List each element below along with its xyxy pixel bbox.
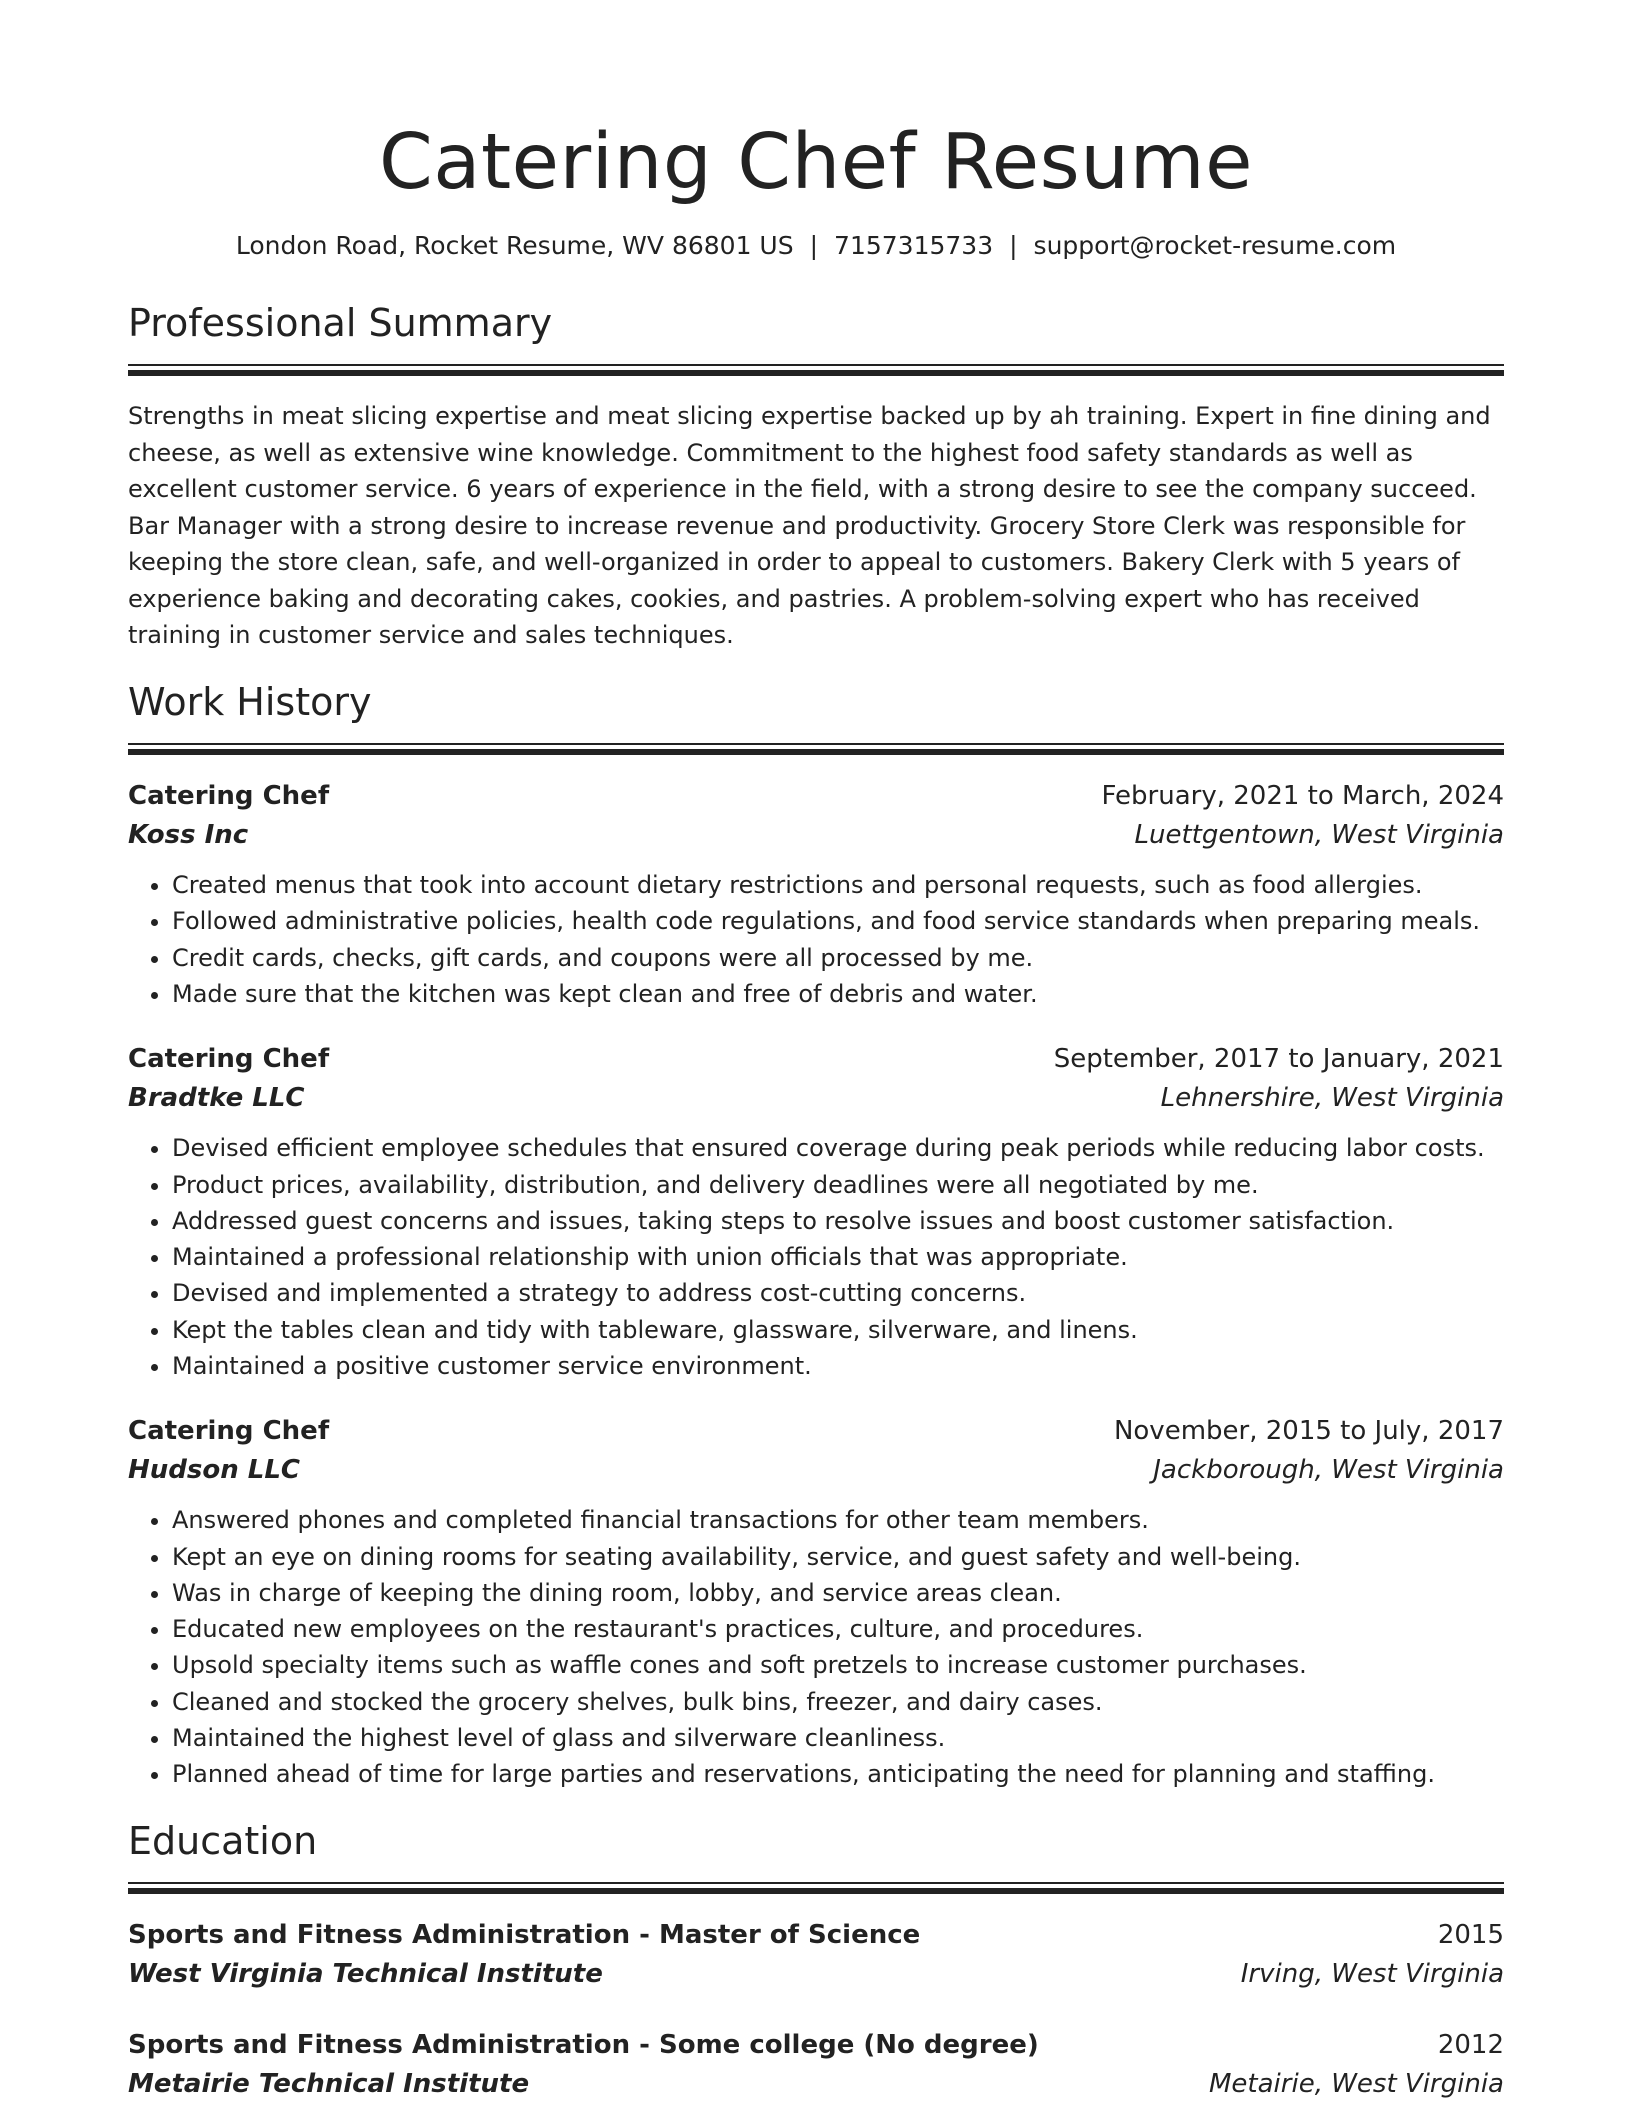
- resume-title: Catering Chef Resume: [379, 118, 1253, 207]
- contact-separator: |: [1009, 231, 1018, 261]
- job-entry: [128, 1040, 1504, 1384]
- job-title: Catering Chef: [128, 781, 330, 812]
- job-location: Lehnershire, West Virginia: [1160, 1083, 1504, 1114]
- list-item: • Cleaned and stocked the grocery shelves, bulk bins, freezer, and dairy cases.: [172, 1684, 1504, 1720]
- contact-address: London Road, Rocket Resume, WV 86801 US: [235, 231, 794, 261]
- job-location: Luettgentown, West Virginia: [1134, 820, 1504, 851]
- education-location: Metairie, West Virginia: [1209, 2069, 1504, 2100]
- job-dates: February, 2021 to March, 2024: [1101, 781, 1504, 812]
- section-title-work-history: Work History: [128, 679, 372, 724]
- education-entry: [128, 2026, 1504, 2104]
- list-item: • Was in charge of keeping the dining room, lobby, and service areas clean.: [172, 1575, 1504, 1611]
- contact-email: support@rocket-resume.com: [1033, 231, 1397, 261]
- job-title: Catering Chef: [128, 1044, 330, 1075]
- education-degree: Sports and Fitness Administration - Some college (No degree): [128, 2030, 1039, 2061]
- education-school: West Virginia Technical Institute: [128, 1959, 603, 1990]
- list-item: • Upsold specialty items such as waffle cones and soft pretzels to increase customer purchases.: [172, 1647, 1504, 1683]
- job-entry: [128, 1412, 1504, 1792]
- education-school: Metairie Technical Institute: [128, 2069, 530, 2100]
- job-bullets: [128, 1502, 1504, 1792]
- list-item: • Kept an eye on dining rooms for seating availability, service, and guest safety and well-being.: [172, 1539, 1504, 1575]
- list-item: • Addressed guest concerns and issues, taking steps to resolve issues and boost customer satisfaction.: [172, 1203, 1504, 1239]
- job-company: Koss Inc: [128, 820, 249, 851]
- list-item: • Answered phones and completed financial transactions for other team members.: [172, 1502, 1504, 1538]
- summary-text: Strengths in meat slicing expertise and meat slicing expertise backed up by ah training. Expert in fine dining and cheese, as well as extensive wine knowledge. Commitment to the highest food safety standards as well as excellent customer service. 6 years of experience in the field, with a strong desire to see the company succeed. Bar Manager with a strong desire to increase revenue and productivity. Grocery Store Clerk was responsible for keeping the store clean, safe, and well-organized in order to appeal to customers. Bakery Clerk with 5 years of experience baking and decorating cakes, cookies, and pastries. A problem-solving expert who has received training in customer service and sales techniques.: [128, 402, 1491, 650]
- job-company: Hudson LLC: [128, 1455, 300, 1486]
- section-divider: [128, 743, 1504, 755]
- list-item: • Educated new employees on the restaurant's practices, culture, and procedures.: [172, 1611, 1504, 1647]
- section-divider: [128, 1882, 1504, 1894]
- job-company: Bradtke LLC: [128, 1083, 305, 1114]
- job-dates: November, 2015 to July, 2017: [1113, 1416, 1504, 1447]
- job-bullets: [128, 1130, 1504, 1384]
- education-location: Irving, West Virginia: [1240, 1959, 1504, 1990]
- list-item: • Maintained the highest level of glass and silverware cleanliness.: [172, 1720, 1504, 1756]
- list-item: • Made sure that the kitchen was kept clean and free of debris and water.: [172, 976, 1504, 1012]
- education-entry: [128, 1916, 1504, 1994]
- list-item: • Kept the tables clean and tidy with tableware, glassware, silverware, and linens.: [172, 1312, 1504, 1348]
- list-item: • Devised and implemented a strategy to address cost-cutting concerns.: [172, 1275, 1504, 1311]
- list-item: • Devised efficient employee schedules that ensured coverage during peak periods while reducing labor costs.: [172, 1130, 1504, 1166]
- education-year: 2015: [1437, 1920, 1504, 1951]
- list-item: • Product prices, availability, distribution, and delivery deadlines were all negotiated by me.: [172, 1167, 1504, 1203]
- work-history-section: [128, 678, 1504, 1793]
- job-bullets: [128, 867, 1504, 1012]
- job-location: Jackborough, West Virginia: [1153, 1455, 1504, 1486]
- education-year: 2012: [1437, 2030, 1504, 2061]
- job-entry: [128, 777, 1504, 1012]
- contact-line: [128, 230, 1504, 263]
- list-item: • Created menus that took into account dietary restrictions and personal requests, such as food allergies.: [172, 867, 1504, 903]
- section-title-summary: Professional Summary: [128, 300, 553, 345]
- list-item: • Followed administrative policies, health code regulations, and food service standards when preparing meals.: [172, 903, 1504, 939]
- list-item: • Maintained a professional relationship with union officials that was appropriate.: [172, 1239, 1504, 1275]
- job-dates: September, 2017 to January, 2021: [1053, 1044, 1504, 1075]
- list-item: • Credit cards, checks, gift cards, and coupons were all processed by me.: [172, 940, 1504, 976]
- list-item: • Maintained a positive customer service environment.: [172, 1348, 1504, 1384]
- section-title-education: Education: [128, 1818, 318, 1863]
- education-degree: Sports and Fitness Administration - Master of Science: [128, 1920, 921, 1951]
- list-item: • Planned ahead of time for large parties and reservations, anticipating the need for planning and staffing.: [172, 1756, 1504, 1792]
- summary-section: [128, 299, 1504, 654]
- section-divider: [128, 364, 1504, 376]
- contact-phone: 7157315733: [834, 231, 994, 261]
- contact-separator: |: [809, 231, 819, 261]
- job-title: Catering Chef: [128, 1416, 330, 1447]
- education-section: [128, 1817, 1504, 2104]
